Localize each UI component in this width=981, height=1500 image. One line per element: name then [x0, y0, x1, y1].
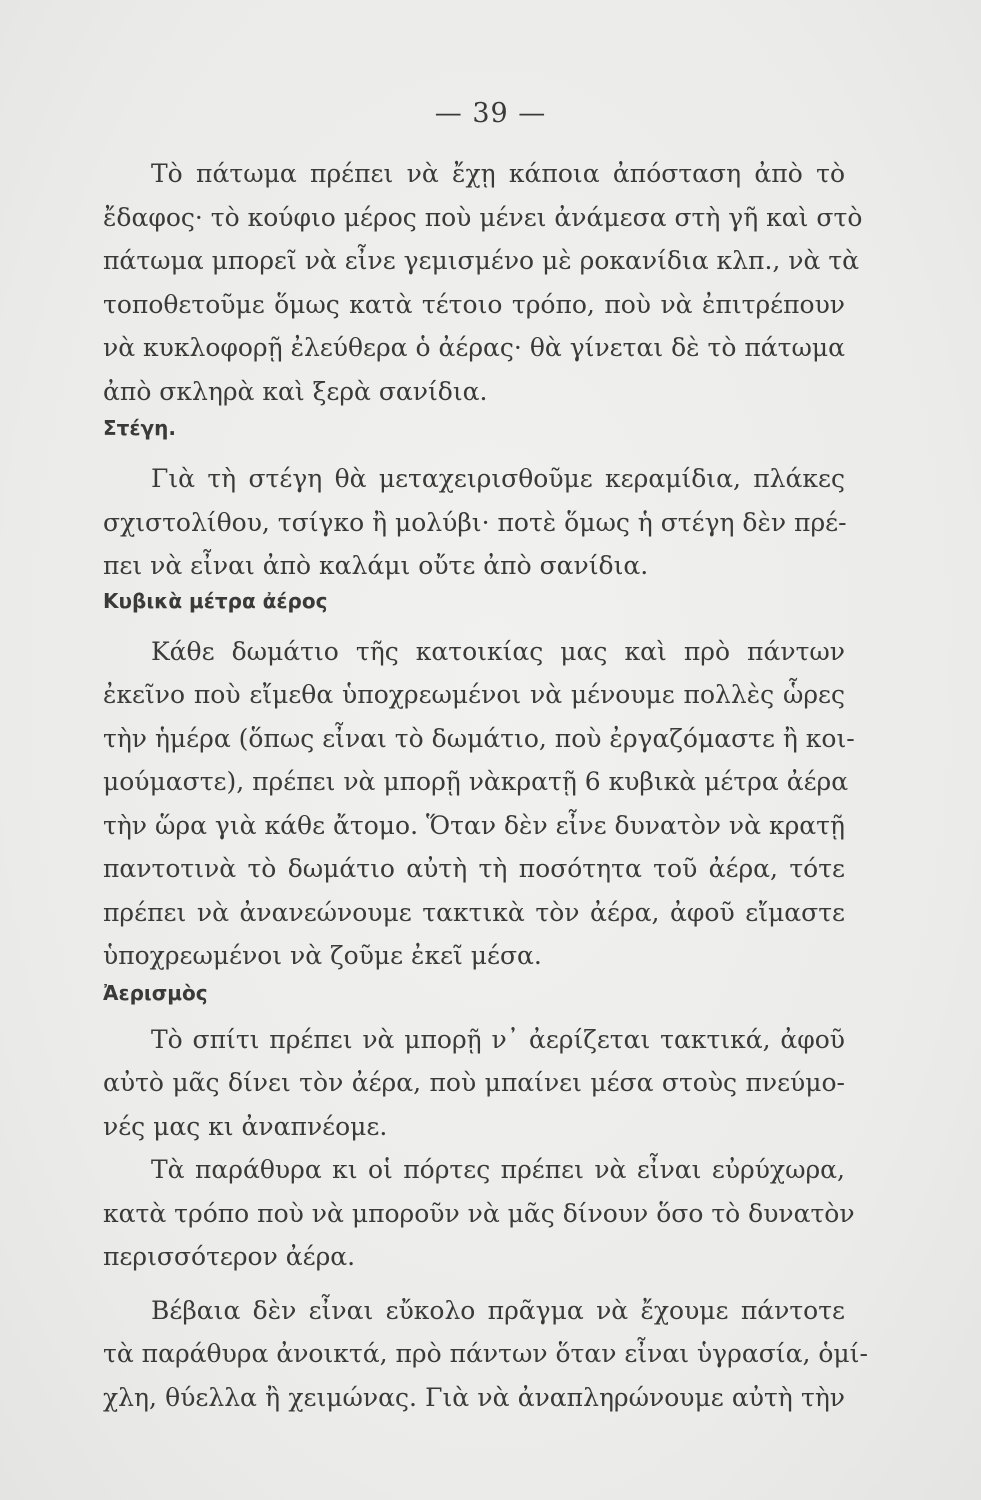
- text-line: τὰ παράθυρα ἀνοικτά, πρὸ πάντων ὅταν εἶναι ὑγρασία, ὁμί-: [103, 1339, 868, 1368]
- paragraph-spacer: [103, 1279, 845, 1289]
- paragraph-ventilation: [103, 1018, 845, 1149]
- text-line: κατὰ τρόπο ποὺ νὰ μποροῦν νὰ μᾶς δίνουν ὅσο τὸ δυνατὸν: [103, 1198, 855, 1228]
- paragraph-floor: [103, 152, 863, 413]
- text-line: σχιστολίθου, τσίγκο ἢ μολύβι· ποτὲ ὅμως ἡ στέγη δὲν πρέ-: [103, 507, 847, 537]
- text-line: τὴν ὥρα γιὰ κάθε ἄτομο. Ὅταν δὲν εἶνε δυνατὸν νὰ κρατῇ: [103, 810, 845, 840]
- text-line: πάτωμα μπορεῖ νὰ εἶνε γεμισμένο μὲ ροκανίδια κλπ., νὰ τὰ: [103, 246, 860, 275]
- paragraph-air-volume: [103, 630, 855, 978]
- text-line: ὑποχρεωμένοι νὰ ζοῦμε ἐκεῖ μέσα.: [103, 941, 542, 970]
- text-line: παντοτινὰ τὸ δωμάτιο αὐτὴ τὴ ποσότητα τοῦ ἀέρα, τότε: [103, 854, 845, 883]
- text-line: μούμαστε), πρέπει νὰ μπορῇ νὰκρατῇ 6 κυβικὰ μέτρα ἀέρα: [103, 767, 849, 796]
- text-line: περισσότερον ἀέρα.: [103, 1242, 356, 1271]
- text-line: Τὸ σπίτι πρέπει νὰ μπορῇ ν᾽ ἀερίζεται τακτικά, ἀφοῦ: [151, 1024, 845, 1054]
- section-heading-roof: Στέγη.: [103, 416, 177, 440]
- text-line: πει νὰ εἶναι ἀπὸ καλάμι οὔτε ἀπὸ σανίδια.: [103, 551, 649, 580]
- text-line: τοποθετοῦμε ὅμως κατὰ τέτοιο τρόπο, ποὺ νὰ ἐπιτρέπουν: [103, 289, 845, 319]
- text-line: Κάθε δωμάτιο τῆς κατοικίας μας καὶ πρὸ πάντων: [151, 636, 845, 666]
- text-line: νὰ κυκλοφορῇ ἐλεύθερα ὁ ἀέρας· θὰ γίνεται δὲ τὸ πάτωμα: [103, 333, 845, 362]
- section-heading-air-volume: Κυβικὰ μέτρα ἀέρος: [103, 588, 328, 613]
- text-line: πρέπει νὰ ἀνανεώνουμε τακτικὰ τὸν ἀέρα, ἀφοῦ εἴμαστε: [103, 897, 845, 927]
- text-line: Βέβαια δὲν εἶναι εὔκολο πρᾶγμα νὰ ἔχουμε πάντοτε: [151, 1295, 845, 1325]
- page-body: [103, 152, 868, 1419]
- text-line: Γιὰ τὴ στέγη θὰ μεταχειρισθοῦμε κεραμίδια, πλάκες: [151, 464, 845, 493]
- paragraph-windows: [103, 1148, 855, 1279]
- paragraph-weather: [103, 1289, 868, 1420]
- section-heading-ventilation: Ἀερισμὸς: [103, 980, 208, 1005]
- text-line: ἔδαφος· τὸ κούφιο μέρος ποὺ μένει ἀνάμεσα στὴ γῆ καὶ στὸ: [103, 202, 863, 232]
- text-line: χλη, θύελλα ἢ χειμώνας. Γιὰ νὰ ἀναπληρώνουμε αὐτὴ τὴν: [103, 1382, 845, 1412]
- text-line: νές μας κι ἀναπνέομε.: [103, 1111, 388, 1141]
- text-line: Τὸ πάτωμα πρέπει νὰ ἔχῃ κάποια ἀπόσταση ἀπὸ τὸ: [151, 159, 845, 188]
- text-line: ἐκεῖνο ποὺ εἴμεθα ὑποχρεωμένοι νὰ μένουμε πολλὲς ὧρες: [103, 680, 845, 709]
- page-number: — 39 —: [434, 98, 547, 129]
- paragraph-roof: [103, 457, 845, 588]
- text-line: ἀπὸ σκληρὰ καὶ ξερὰ σανίδια.: [103, 376, 488, 406]
- text-line: αὐτὸ μᾶς δίνει τὸν ἀέρα, ποὺ μπαίνει μέσα στοὺς πνεύμο-: [103, 1068, 845, 1097]
- text-line: Τὰ παράθυρα κι οἱ πόρτες πρέπει νὰ εἶναι εὐρύχωρα,: [151, 1155, 845, 1184]
- text-line: τὴν ἡμέρα (ὅπως εἶναι τὸ δωμάτιο, ποὺ ἐργαζόμαστε ἢ κοι-: [103, 723, 855, 753]
